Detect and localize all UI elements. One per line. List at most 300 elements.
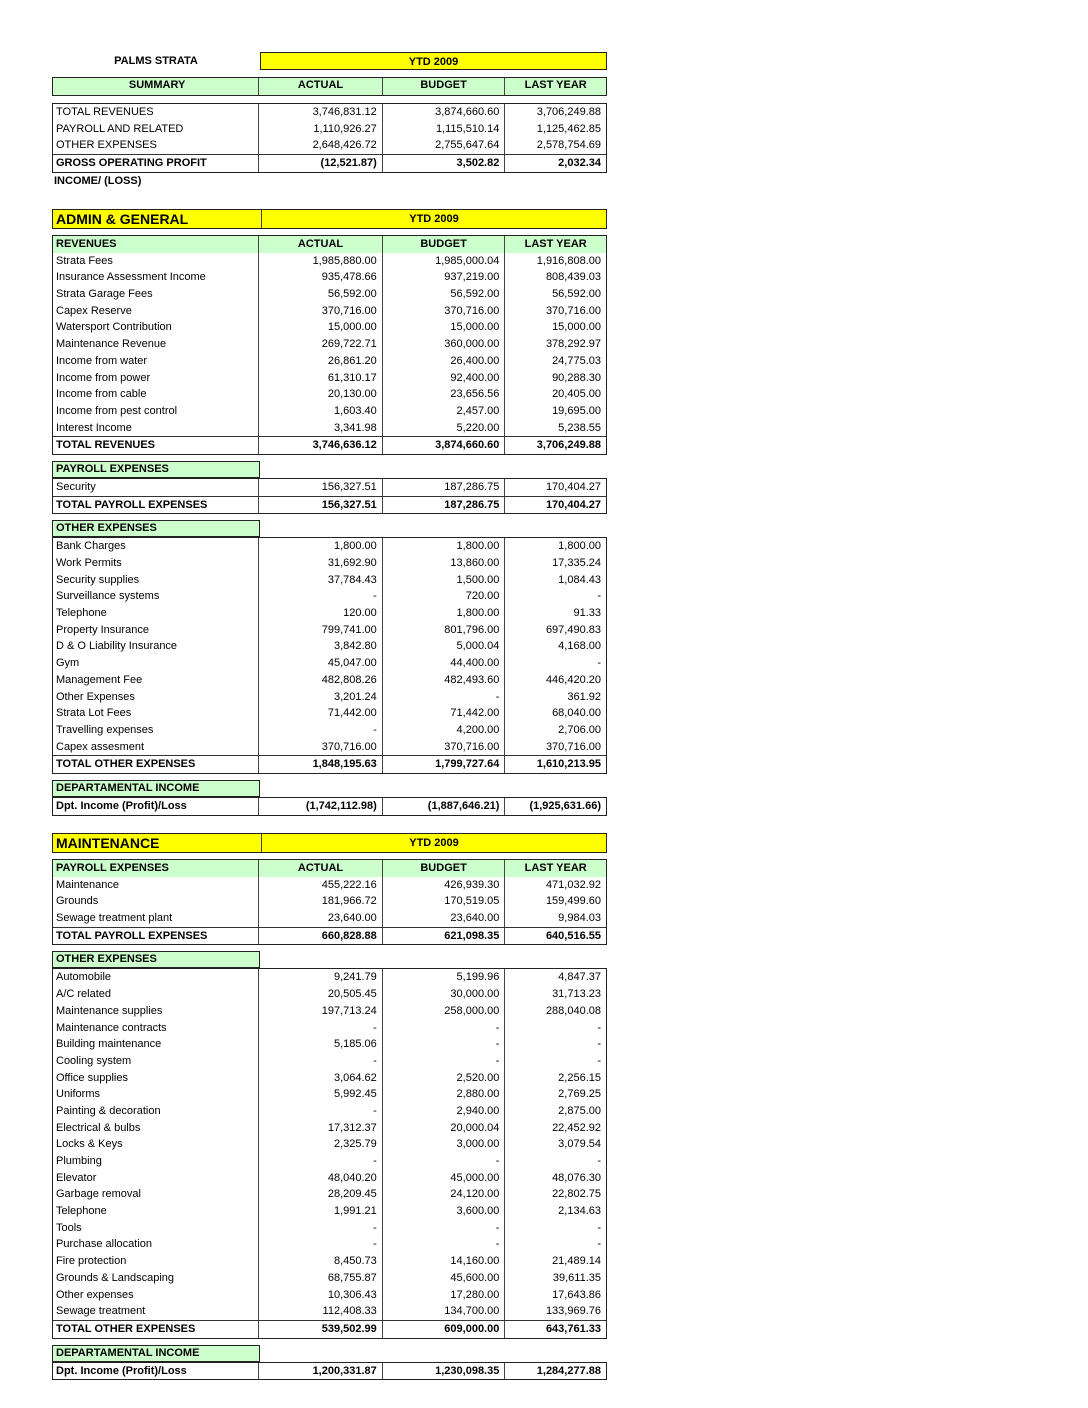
budget-value: 2,755,647.64	[382, 137, 505, 154]
budget-value: 15,000.00	[382, 319, 505, 336]
last-year-value: 4,168.00	[504, 638, 606, 655]
row-label: Telephone	[56, 1205, 107, 1218]
row-label: OTHER EXPENSES	[56, 139, 157, 152]
admin-other-title: OTHER EXPENSES	[52, 520, 260, 537]
table-row	[53, 319, 606, 336]
table-row	[53, 1136, 606, 1153]
last-year-value: 3,706,249.88	[504, 437, 606, 454]
row-label: Capex assesment	[56, 740, 145, 753]
table-row	[53, 253, 606, 270]
budget-value: -	[382, 1153, 505, 1170]
row-label: Office supplies	[56, 1071, 128, 1084]
row-label: Gym	[56, 657, 80, 670]
budget-value: 609,000.00	[382, 1321, 505, 1338]
row-label: Strata Lot Fees	[56, 707, 132, 720]
last-year-value: 1,084.43	[504, 572, 606, 589]
table-row	[53, 1003, 606, 1020]
last-year-value: 9,984.03	[504, 910, 606, 927]
budget-value: 621,098.35	[382, 928, 505, 945]
actual-value: 1,110,926.27	[258, 121, 382, 138]
actual-value: 37,784.43	[258, 572, 382, 589]
budget-value: -	[382, 1020, 505, 1037]
actual-value: -	[258, 722, 382, 739]
actual-value: 1,985,880.00	[258, 253, 382, 270]
budget-value: 71,442.00	[382, 705, 505, 722]
table-row	[53, 638, 606, 655]
budget-value: 1,500.00	[382, 572, 505, 589]
budget-value: 92,400.00	[382, 370, 505, 387]
budget-value: 24,120.00	[382, 1186, 505, 1203]
actual-value: -	[258, 1020, 382, 1037]
last-year-value: 15,000.00	[504, 319, 606, 336]
table-row	[53, 1303, 606, 1320]
budget-value: 56,592.00	[382, 286, 505, 303]
actual-value: 120.00	[258, 605, 382, 622]
last-year-value: 17,643.86	[504, 1287, 606, 1304]
row-label: TOTAL OTHER EXPENSES	[56, 1322, 196, 1335]
row-label: TOTAL REVENUES	[56, 106, 154, 118]
budget-value: 23,656.56	[382, 386, 505, 403]
budget-value: 17,280.00	[382, 1287, 505, 1304]
table-header	[53, 860, 606, 877]
table-row	[53, 986, 606, 1003]
last-year-value: LAST YEAR	[504, 236, 606, 253]
row-label: Painting & decoration	[56, 1104, 161, 1117]
last-year-value: 31,713.23	[504, 986, 606, 1003]
budget-value: 3,874,660.60	[382, 437, 505, 454]
last-year-value: 170,404.27	[504, 479, 606, 496]
table-row	[53, 269, 606, 286]
actual-value: 2,325.79	[258, 1136, 382, 1153]
row-label: Watersport Contribution	[56, 321, 172, 334]
budget-value: -	[382, 1036, 505, 1053]
table-row	[53, 370, 606, 387]
last-year-value: 56,592.00	[504, 286, 606, 303]
table-row	[53, 588, 606, 605]
row-label: Bank Charges	[56, 540, 126, 553]
row-label: Income from pest control	[56, 404, 178, 417]
table-row	[53, 1086, 606, 1103]
table-row	[53, 877, 606, 894]
last-year-value: -	[504, 1036, 606, 1053]
last-year-value: -	[504, 1220, 606, 1237]
budget-value: 937,219.00	[382, 269, 505, 286]
actual-value: 56,592.00	[258, 286, 382, 303]
row-label: Insurance Assessment Income	[56, 271, 206, 284]
last-year-value: 3,079.54	[504, 1136, 606, 1153]
row-label: Grounds & Landscaping	[56, 1271, 175, 1284]
last-year-value: 2,769.25	[504, 1086, 606, 1103]
row-label: Plumbing	[56, 1155, 102, 1167]
table-row	[53, 1220, 606, 1237]
row-label: Electrical & bulbs	[56, 1121, 141, 1134]
last-year-value: 5,238.55	[504, 420, 606, 437]
maint-other-title: OTHER EXPENSES	[52, 951, 260, 968]
last-year-value: 2,875.00	[504, 1103, 606, 1120]
last-year-value: 90,288.30	[504, 370, 606, 387]
table-row	[53, 1020, 606, 1037]
budget-value: 134,700.00	[382, 1303, 505, 1320]
table-row	[53, 1053, 606, 1070]
actual-value: 3,064.62	[258, 1070, 382, 1087]
table-row	[53, 1287, 606, 1304]
last-year-value: 2,256.15	[504, 1070, 606, 1087]
actual-value: 935,478.66	[258, 269, 382, 286]
row-label: Sewage treatment plant	[56, 912, 173, 925]
budget-value: 1,230,098.35	[382, 1363, 505, 1380]
last-year-value: -	[504, 655, 606, 672]
last-year-value: 4,847.37	[504, 969, 606, 986]
actual-value: 9,241.79	[258, 969, 382, 986]
row-label: Automobile	[56, 971, 112, 984]
table-row	[53, 605, 606, 622]
row-label: PAYROLL AND RELATED	[56, 122, 184, 135]
table-row	[53, 104, 606, 121]
last-year-value: (1,925,631.66)	[504, 798, 606, 815]
budget-value: 14,160.00	[382, 1253, 505, 1270]
actual-value: 370,716.00	[258, 303, 382, 320]
table-row	[53, 1036, 606, 1053]
table-row	[53, 705, 606, 722]
row-label: Dpt. Income (Profit)/Loss	[56, 799, 187, 812]
last-year-value: 2,578,754.69	[504, 137, 606, 154]
table-row	[53, 1270, 606, 1287]
last-year-value: 19,695.00	[504, 403, 606, 420]
last-year-value: 808,439.03	[504, 269, 606, 286]
actual-value: 660,828.88	[258, 928, 382, 945]
last-year-value: LAST YEAR	[504, 860, 606, 877]
summary-section	[52, 52, 607, 187]
budget-value: -	[382, 1220, 505, 1237]
budget-value: 170,519.05	[382, 893, 505, 910]
actual-value: 455,222.16	[258, 877, 382, 894]
budget-value: 258,000.00	[382, 1003, 505, 1020]
table-row	[53, 420, 606, 437]
row-label: Uniforms	[56, 1088, 101, 1101]
admin-dept-title: DEPARTAMENTAL INCOME	[52, 780, 260, 797]
budget-value: 26,400.00	[382, 353, 505, 370]
budget-value: 1,115,510.14	[382, 121, 505, 138]
row-label: TOTAL REVENUES	[56, 439, 156, 452]
last-year-value: 1,284,277.88	[504, 1363, 606, 1380]
row-label: REVENUES	[56, 238, 117, 250]
maint-dept-table	[52, 1362, 607, 1381]
actual-value: 48,040.20	[258, 1170, 382, 1187]
actual-value: -	[258, 1153, 382, 1170]
last-year-value: -	[504, 588, 606, 605]
last-year-value: 1,610,213.95	[504, 756, 606, 773]
summary-footnote: INCOME/ (LOSS)	[54, 174, 142, 187]
table-row	[53, 1203, 606, 1220]
row-label: Maintenance	[56, 878, 119, 891]
table-row	[53, 336, 606, 353]
last-year-value: 697,490.83	[504, 622, 606, 639]
row-label: Grounds	[56, 895, 99, 908]
total-row	[53, 927, 606, 945]
table-row	[53, 538, 606, 555]
row-label: Management Fee	[56, 673, 143, 686]
last-year-value: -	[504, 1153, 606, 1170]
table-row	[53, 689, 606, 706]
last-year-value: 288,040.08	[504, 1003, 606, 1020]
row-label: Elevator	[56, 1171, 97, 1184]
actual-value: 3,746,636.12	[258, 437, 382, 454]
admin-dept-table	[52, 797, 607, 816]
last-year-value: 68,040.00	[504, 705, 606, 722]
last-year-value: 91.33	[504, 605, 606, 622]
last-year-value: 48,076.30	[504, 1170, 606, 1187]
actual-value: 1,991.21	[258, 1203, 382, 1220]
table-row	[53, 1236, 606, 1253]
last-year-value: 22,452.92	[504, 1120, 606, 1137]
budget-value: 5,000.04	[382, 638, 505, 655]
budget-value: 45,000.00	[382, 1170, 505, 1187]
last-year-value: -	[504, 1236, 606, 1253]
row-label: Strata Garage Fees	[56, 288, 153, 301]
last-year-value: 361.92	[504, 689, 606, 706]
col-last-year: LAST YEAR	[504, 78, 606, 95]
row-label: Sewage treatment	[56, 1305, 146, 1318]
maint-title: MAINTENANCE	[56, 835, 160, 851]
row-label: Maintenance Revenue	[56, 338, 167, 351]
last-year-value: 471,032.92	[504, 877, 606, 894]
budget-value: 5,220.00	[382, 420, 505, 437]
budget-value: 426,939.30	[382, 877, 505, 894]
actual-value: 15,000.00	[258, 319, 382, 336]
actual-value: 197,713.24	[258, 1003, 382, 1020]
actual-value: 28,209.45	[258, 1186, 382, 1203]
table-row	[53, 121, 606, 138]
actual-value: 370,716.00	[258, 739, 382, 756]
budget-value: 13,860.00	[382, 555, 505, 572]
row-label: Capex Reserve	[56, 304, 132, 317]
actual-value: 5,185.06	[258, 1036, 382, 1053]
last-year-value: 2,706.00	[504, 722, 606, 739]
admin-section	[52, 209, 607, 816]
actual-value: 45,047.00	[258, 655, 382, 672]
actual-value: 539,502.99	[258, 1321, 382, 1338]
table-row	[53, 1170, 606, 1187]
company-name: PALMS STRATA	[114, 55, 198, 67]
actual-value: -	[258, 1103, 382, 1120]
actual-value: 3,201.24	[258, 689, 382, 706]
budget-value: -	[382, 1053, 505, 1070]
row-label: A/C related	[56, 988, 112, 1001]
last-year-value: 643,761.33	[504, 1321, 606, 1338]
actual-value: -	[258, 588, 382, 605]
actual-value: 799,741.00	[258, 622, 382, 639]
budget-value: 187,286.75	[382, 479, 505, 496]
actual-value: 17,312.37	[258, 1120, 382, 1137]
budget-value: 187,286.75	[382, 497, 505, 514]
table-row	[53, 1253, 606, 1270]
budget-value: 1,800.00	[382, 538, 505, 555]
last-year-value: 1,125,462.85	[504, 121, 606, 138]
admin-title: ADMIN & GENERAL	[56, 211, 189, 227]
budget-value: -	[382, 689, 505, 706]
budget-value: 30,000.00	[382, 986, 505, 1003]
actual-value: 68,755.87	[258, 1270, 382, 1287]
summary-table	[52, 103, 607, 173]
table-header	[53, 236, 606, 253]
admin-payroll-table	[52, 478, 607, 514]
table-row	[53, 655, 606, 672]
table-row	[53, 479, 606, 496]
row-label: Other expenses	[56, 1288, 134, 1301]
budget-value: (1,887,646.21)	[382, 798, 505, 815]
row-label: Building maintenance	[56, 1038, 162, 1051]
budget-value: -	[382, 1236, 505, 1253]
admin-revenues-table	[52, 235, 607, 455]
row-label: Security	[56, 480, 96, 493]
table-row	[53, 910, 606, 927]
budget-value: 2,457.00	[382, 403, 505, 420]
row-label: TOTAL PAYROLL EXPENSES	[56, 498, 208, 511]
budget-value: 5,199.96	[382, 969, 505, 986]
last-year-value: 370,716.00	[504, 739, 606, 756]
actual-value: 8,450.73	[258, 1253, 382, 1270]
last-year-value: 370,716.00	[504, 303, 606, 320]
budget-value: 720.00	[382, 588, 505, 605]
last-year-value: 24,775.03	[504, 353, 606, 370]
last-year-value: 159,499.60	[504, 893, 606, 910]
last-year-value: 20,405.00	[504, 386, 606, 403]
table-row	[53, 722, 606, 739]
actual-value: 269,722.71	[258, 336, 382, 353]
table-row	[53, 622, 606, 639]
actual-value: 156,327.51	[258, 497, 382, 514]
actual-value: ACTUAL	[258, 236, 382, 253]
actual-value: 3,341.98	[258, 420, 382, 437]
table-row	[53, 403, 606, 420]
row-label: D & O Liability Insurance	[56, 640, 178, 653]
budget-value: 2,940.00	[382, 1103, 505, 1120]
actual-value: 3,842.80	[258, 638, 382, 655]
row-label: Security supplies	[56, 573, 140, 586]
last-year-value: 1,916,808.00	[504, 253, 606, 270]
total-row	[53, 496, 606, 514]
actual-value: 10,306.43	[258, 1287, 382, 1304]
table-row	[53, 1103, 606, 1120]
actual-value: 71,442.00	[258, 705, 382, 722]
row-label: Strata Fees	[56, 254, 113, 267]
row-label: Interest Income	[56, 421, 132, 434]
maint-payroll-table	[52, 859, 607, 945]
budget-value: 23,640.00	[382, 910, 505, 927]
budget-value: BUDGET	[382, 860, 505, 877]
budget-value: 3,000.00	[382, 1136, 505, 1153]
budget-value: 482,493.60	[382, 672, 505, 689]
budget-value: 2,520.00	[382, 1070, 505, 1087]
table-row	[53, 303, 606, 320]
budget-value: 370,716.00	[382, 739, 505, 756]
budget-value: 1,799,727.64	[382, 756, 505, 773]
actual-value: -	[258, 1236, 382, 1253]
table-row	[53, 555, 606, 572]
actual-value: 112,408.33	[258, 1303, 382, 1320]
last-year-value: 133,969.76	[504, 1303, 606, 1320]
actual-value: 5,992.45	[258, 1086, 382, 1103]
last-year-value: 2,134.63	[504, 1203, 606, 1220]
total-row	[53, 755, 606, 773]
dept-income-row	[53, 798, 606, 815]
last-year-value: 446,420.20	[504, 672, 606, 689]
maint-section	[52, 833, 607, 1380]
actual-value: 20,130.00	[258, 386, 382, 403]
admin-other-table	[52, 537, 607, 774]
actual-value: 156,327.51	[258, 479, 382, 496]
actual-value: (1,742,112.98)	[258, 798, 382, 815]
actual-value: 26,861.20	[258, 353, 382, 370]
last-year-value: 22,802.75	[504, 1186, 606, 1203]
col-actual: ACTUAL	[258, 78, 382, 95]
actual-value: -	[258, 1220, 382, 1237]
last-year-value: 3,706,249.88	[504, 104, 606, 121]
row-label: Work Permits	[56, 557, 122, 569]
actual-value: 20,505.45	[258, 986, 382, 1003]
budget-value: 1,800.00	[382, 605, 505, 622]
actual-value: 61,310.17	[258, 370, 382, 387]
table-row	[53, 386, 606, 403]
admin-payroll-title: PAYROLL EXPENSES	[52, 461, 260, 478]
actual-value: -	[258, 1053, 382, 1070]
table-row	[53, 1153, 606, 1170]
table-row	[53, 1120, 606, 1137]
total-row	[53, 1320, 606, 1338]
table-row	[53, 286, 606, 303]
admin-period: YTD 2009	[261, 210, 606, 228]
budget-value: 1,985,000.04	[382, 253, 505, 270]
last-year-value: 378,292.97	[504, 336, 606, 353]
table-row	[53, 969, 606, 986]
budget-value: 2,880.00	[382, 1086, 505, 1103]
actual-value: (12,521.87)	[258, 155, 382, 172]
period-label: YTD 2009	[260, 52, 607, 70]
actual-value: 31,692.90	[258, 555, 382, 572]
row-label: Maintenance supplies	[56, 1004, 163, 1017]
actual-value: 3,746,831.12	[258, 104, 382, 121]
table-row	[53, 137, 606, 154]
budget-value: 370,716.00	[382, 303, 505, 320]
last-year-value: 17,335.24	[504, 555, 606, 572]
row-label: Income from cable	[56, 388, 147, 401]
row-label: Maintenance contracts	[56, 1021, 167, 1034]
table-row	[53, 1070, 606, 1087]
budget-value: 20,000.04	[382, 1120, 505, 1137]
row-label: Travelling expenses	[56, 723, 154, 736]
row-label: TOTAL PAYROLL EXPENSES	[56, 929, 208, 942]
row-label: Dpt. Income (Profit)/Loss	[56, 1364, 187, 1377]
actual-value: 482,808.26	[258, 672, 382, 689]
row-label: Purchase allocation	[56, 1238, 153, 1251]
row-label: Fire protection	[56, 1255, 127, 1268]
last-year-value: 21,489.14	[504, 1253, 606, 1270]
table-row	[53, 893, 606, 910]
maint-dept-title: DEPARTAMENTAL INCOME	[52, 1345, 260, 1362]
table-row	[53, 353, 606, 370]
row-label: Income from power	[56, 371, 151, 384]
table-row	[53, 739, 606, 756]
row-label: Locks & Keys	[56, 1138, 123, 1151]
last-year-value: 170,404.27	[504, 497, 606, 514]
budget-value: 3,600.00	[382, 1203, 505, 1220]
row-label: TOTAL OTHER EXPENSES	[56, 758, 196, 771]
budget-value: 360,000.00	[382, 336, 505, 353]
table-row	[53, 572, 606, 589]
row-label: Cooling system	[56, 1054, 132, 1067]
budget-value: 4,200.00	[382, 722, 505, 739]
row-label: Garbage removal	[56, 1188, 141, 1201]
